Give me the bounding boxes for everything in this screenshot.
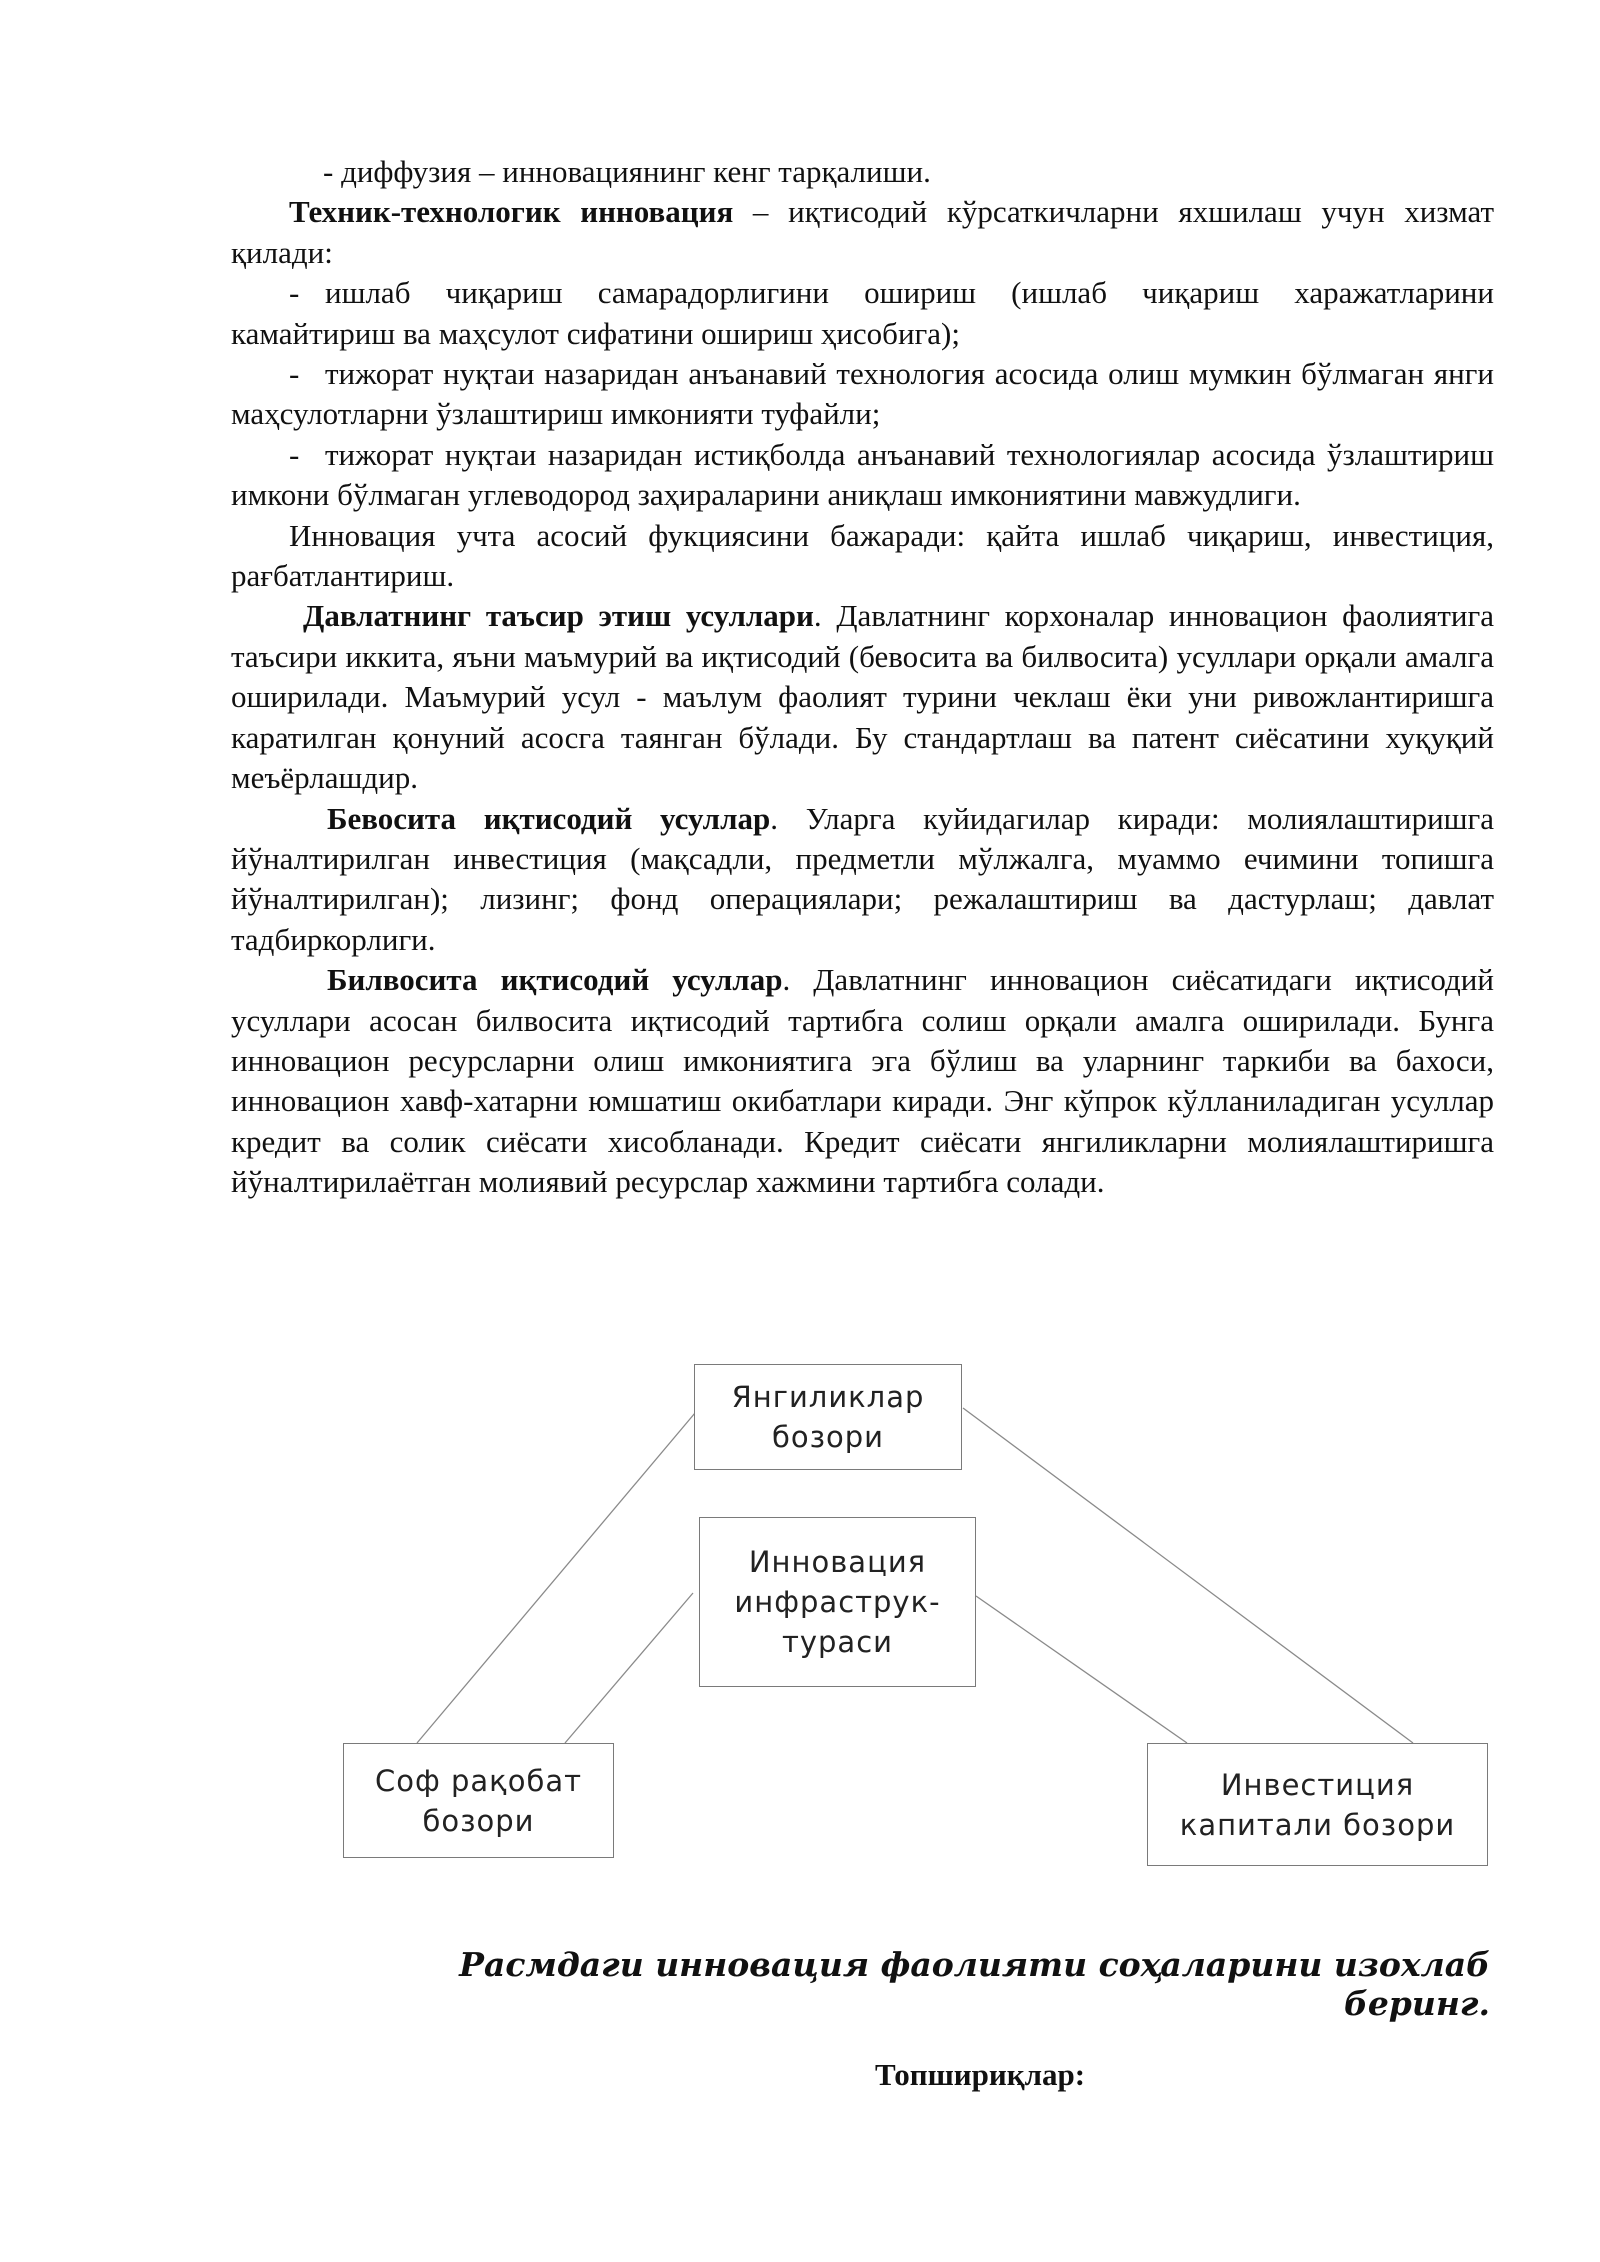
paragraph-text: – иқтисодий кўрсаткичларни яхшилаш учун хизмат қилади: xyxy=(231,194,1494,270)
box-innovation-infrastructure xyxy=(699,1517,976,1687)
paragraph-text: . Давлатнинг корхоналар инновацион фаолиятига таъсири иккита, яъни маъмурий ва иқтисодий (бевосита ва билвосита) усуллари орқали амалга оширилади. Маъмурий усул - маълум фаолият турини чеклаш ёки уни ривожлантиришга каратилган қонуний асосга таянган бўлади. Бу стандартлаш ва патент сиёсатини хуқуқий меъёрлашдир. xyxy=(231,598,1494,796)
connector-top-right xyxy=(963,1408,1413,1743)
connector-top-left xyxy=(417,1413,695,1743)
list-item-text: тижорат нуқтаи назаридан анъанавий технология асосида олиш мумкин бўлмаган янги маҳсулотларни ўзлаштириш имконияти туфайли; xyxy=(231,356,1494,432)
paragraph-text: . Давлатнинг инновацион сиёсатидаги иқтисодий усуллари асосан билвосита иқтисодий тартибга солиш орқали амалга оширилади. Бунга инновацион ресурсларни олиш имкониятига эга бўлиш ва уларнинг таркиби ва бахоси, инновацион хавф-хатарни юмшатиш окибатлари киради. Энг кўпрок кўлланиладиган усуллар кредит ва солик сиёсати хисобланади. Кредит сиёсати янгиликларни молиялаштиришга йўналтирилаётган молиявий ресурслар хажмини тартибга солади. xyxy=(231,962,1494,1200)
list-item-hydrocarbon xyxy=(231,435,1494,516)
term-tech-innovation: Техник-технологик инновация xyxy=(289,194,734,230)
connector-center-left xyxy=(565,1593,693,1743)
paragraph-functions: Инновация учта асосий фукциясини бажаради: қайта ишлаб чиқариш, инвестиция, рағбатлантириш. xyxy=(231,517,1494,594)
box-innovations-market xyxy=(694,1364,962,1470)
paragraph-text: . Уларга куйидагилар киради: молиялаштиришга йўналтирилган инвестиция (мақсадли, предметли мўлжалга, муаммо ечимини топишга йўналтирилган); лизинг; фонд операциялари; режалаштириш ва дастурлаш; давлат тадбиркорлиги. xyxy=(231,800,1495,957)
box-label: Янгиликлар бозори xyxy=(731,1380,925,1454)
box-pure-competition-market xyxy=(343,1743,614,1858)
paragraph-diffusion: - диффузия – инновациянинг кенг тарқалиши. xyxy=(323,154,931,189)
body-text xyxy=(231,152,1494,1203)
list-item-text: ишлаб чиқариш самарадорлигини ошириш (ишлаб чиқариш харажатларини камайтириш ва маҳсулот сифатини ошириш ҳисобига); xyxy=(231,275,1494,351)
list-item-new-products xyxy=(231,354,1494,435)
box-label: Соф рақобат бозори xyxy=(375,1763,582,1838)
term-indirect-methods: Билвосита иқтисодий усуллар xyxy=(327,962,783,998)
paragraph-direct-methods xyxy=(231,799,1494,961)
tasks-heading: Топшириқлар: xyxy=(874,2057,1086,2092)
list-item-text: тижорат нуқтаи назаридан истиқболда анъанавий технологиялар асосида ўзлаштириш имкони бўлмаган углеводород заҳираларини аниқлаш имкониятини мавжудлиги. xyxy=(231,436,1494,513)
box-label: Инновация инфраструк- тураси xyxy=(734,1545,941,1659)
paragraph-tech-innovation xyxy=(231,192,1494,273)
term-direct-methods: Бевосита иқтисодий усуллар xyxy=(327,800,771,836)
list-dash: - xyxy=(289,356,300,392)
paragraph-state-methods xyxy=(231,596,1494,798)
list-item-efficiency xyxy=(231,273,1494,354)
paragraph-indirect-methods xyxy=(231,960,1494,1202)
list-dash: - xyxy=(289,436,300,472)
box-label: Инвестиция капитали бозори xyxy=(1179,1767,1456,1842)
list-dash: - xyxy=(289,275,300,311)
term-state-methods: Давлатнинг таъсир этиш усуллари xyxy=(303,598,814,634)
diagram-caption: Расмдаги инновация фаолияти соҳаларини изохлаб беринг. xyxy=(459,1945,1490,2023)
connector-center-right xyxy=(976,1596,1187,1743)
box-investment-capital-market xyxy=(1147,1743,1488,1866)
